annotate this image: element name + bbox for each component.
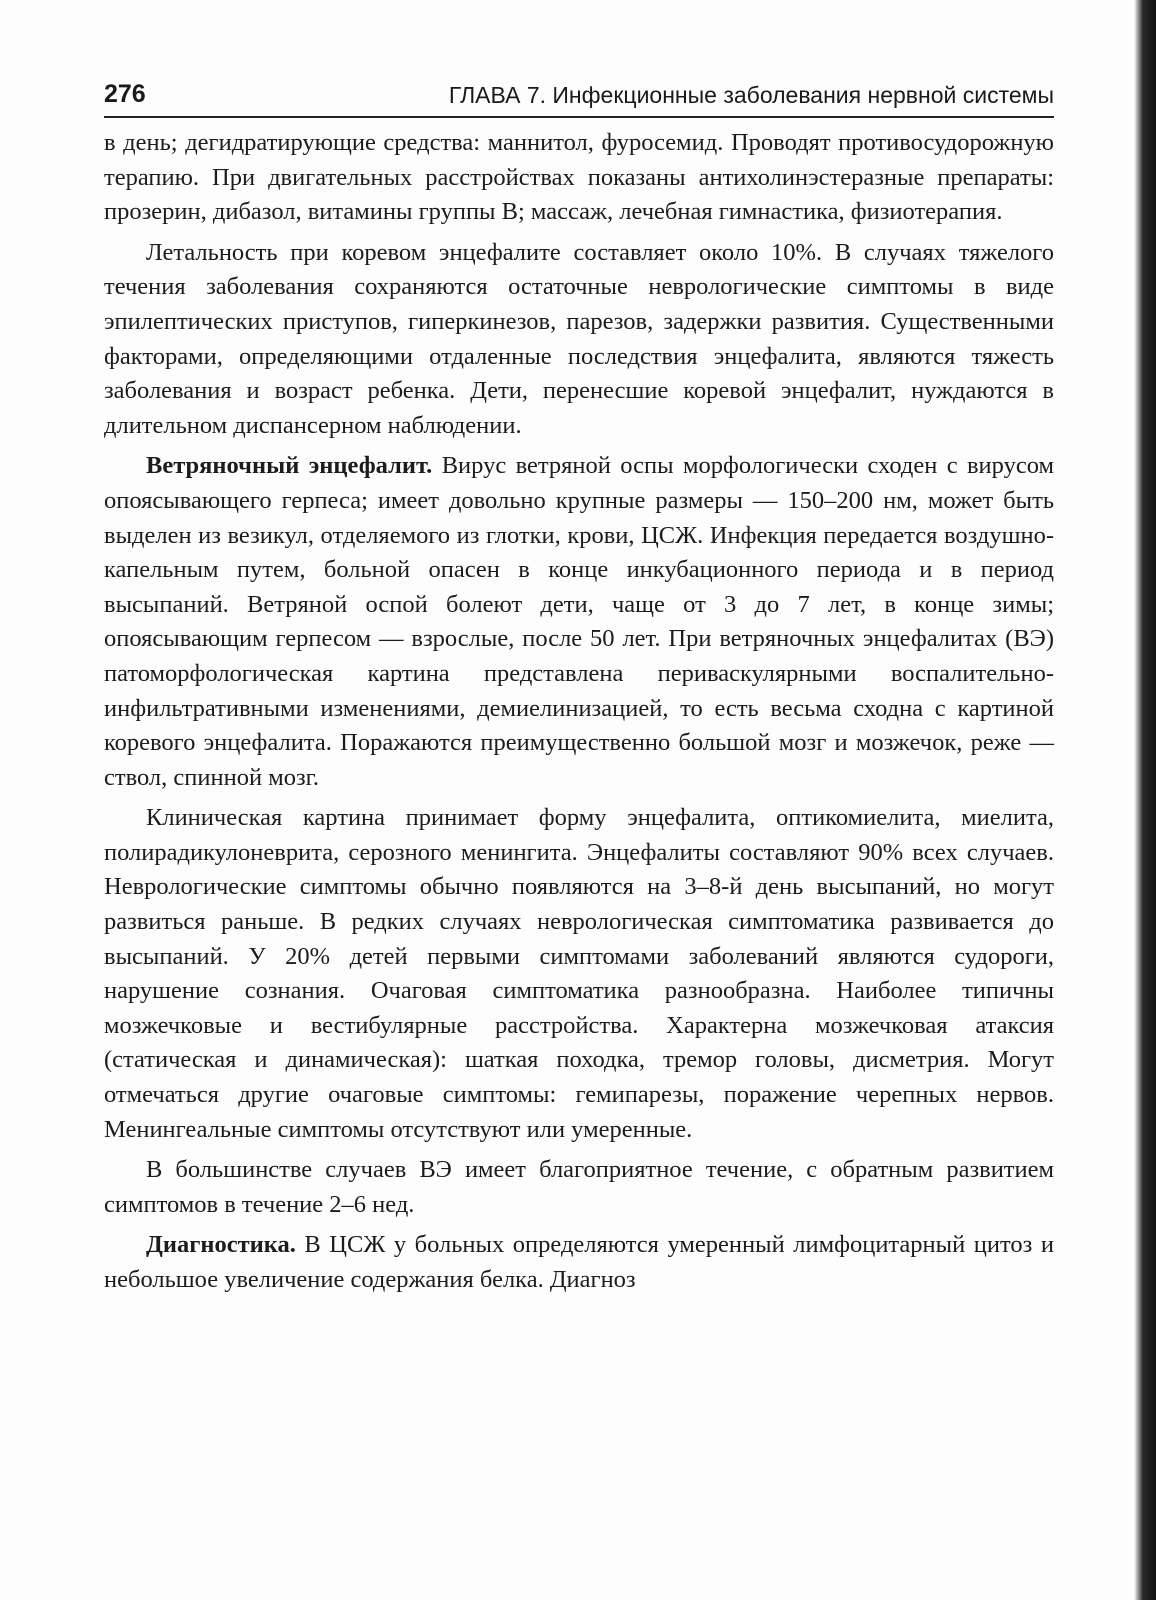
page-number: 276 [104,80,146,108]
paragraph [104,1153,1054,1222]
paragraph [104,801,1054,1147]
paragraph-lead: Ветряночный энцефалит. [146,452,433,480]
paragraph-lead: Диагностика. [146,1231,296,1259]
paragraph [104,236,1054,444]
running-head: ГЛАВА 7. Инфекционные заболевания нервной системы [448,82,1054,108]
paragraph-text: В большинстве случаев ВЭ имеет благоприятное течение, с обратным развитием симптомов в течение 2–6 нед. [104,1156,1054,1218]
paragraph-text: В ЦСЖ у больных определяются умеренный лимфоцитарный цитоз и небольшое увеличение содержания белка. Диагноз [104,1231,1054,1293]
paragraph-text: Летальность при коревом энцефалите составляет около 10%. В случаях тяжелого течения заболевания сохраняются остаточные неврологические симптомы в виде эпилептических приступов, гиперкинезов, парезов, задержки развития. Существенными факторами, определяющими отдаленные последствия энцефалита, являются тяжесть заболевания и возраст ребенка. Дети, перенесшие коревой энцефалит, нуждаются в длительном диспансерном наблюдении. [104,238,1054,439]
paragraph [104,126,1054,230]
paragraph-text: Клиническая картина принимает форму энцефалита, оптикомиелита, миелита, полирадикулоневрита, серозного менингита. Энцефалиты составляют 90% всех случаев. Неврологические симптомы обычно появляются на 3–8-й день высыпаний, но могут развиться раньше. В редких случаях неврологическая симптоматика развивается до высыпаний. У 20% детей первыми симптомами заболеваний являются судороги, нарушение сознания. Очаговая симптоматика разнообразна. Наиболее типичны мозжечковые и вестибулярные расстройства. Характерна мозжечковая атаксия (статическая и динамическая): шаткая походка, тремор головы, дисметрия. Могут отмечаться другие очаговые симптомы: гемипарезы, поражение черепных нервов. Менингеальные симптомы отсутствуют или умеренные. [104,804,1054,1143]
paragraph [104,449,1054,795]
page-header [104,76,1054,118]
body-text [104,126,1054,1298]
paragraph-text: Вирус ветряной оспы морфологически сходен с вирусом опоясывающего герпеса; имеет довольно крупные размеры — 150–200 нм, может быть выделен из везикул, отделяемого из глотки, крови, ЦСЖ. Инфекция передается воздушно-капельным путем, больной опасен в конце инкубационного периода и в период высыпаний. Ветряной оспой болеют дети, чаще от 3 до 7 лет, в конце зимы; опоясывающим герпесом — взрослые, после 50 лет. При ветряночных энцефалитах (ВЭ) патоморфологическая картина представлена периваскулярными воспалительно-инфильтративными изменениями, демиелинизацией, то есть весьма сходна с картиной коревого энцефалита. Поражаются преимущественно большой мозг и мозжечок, реже — ствол, спинной мозг. [104,452,1054,791]
page-binding-edge [1134,0,1156,1600]
paragraph-text: в день; дегидратирующие средства: маннитол, фуросемид. Проводят противосудорожную терапию. При двигательных расстройствах показаны антихолинэстеразные препараты: прозерин, дибазол, витамины группы B; массаж, лечебная гимнастика, физиотерапия. [104,129,1054,226]
paragraph [104,1228,1054,1297]
